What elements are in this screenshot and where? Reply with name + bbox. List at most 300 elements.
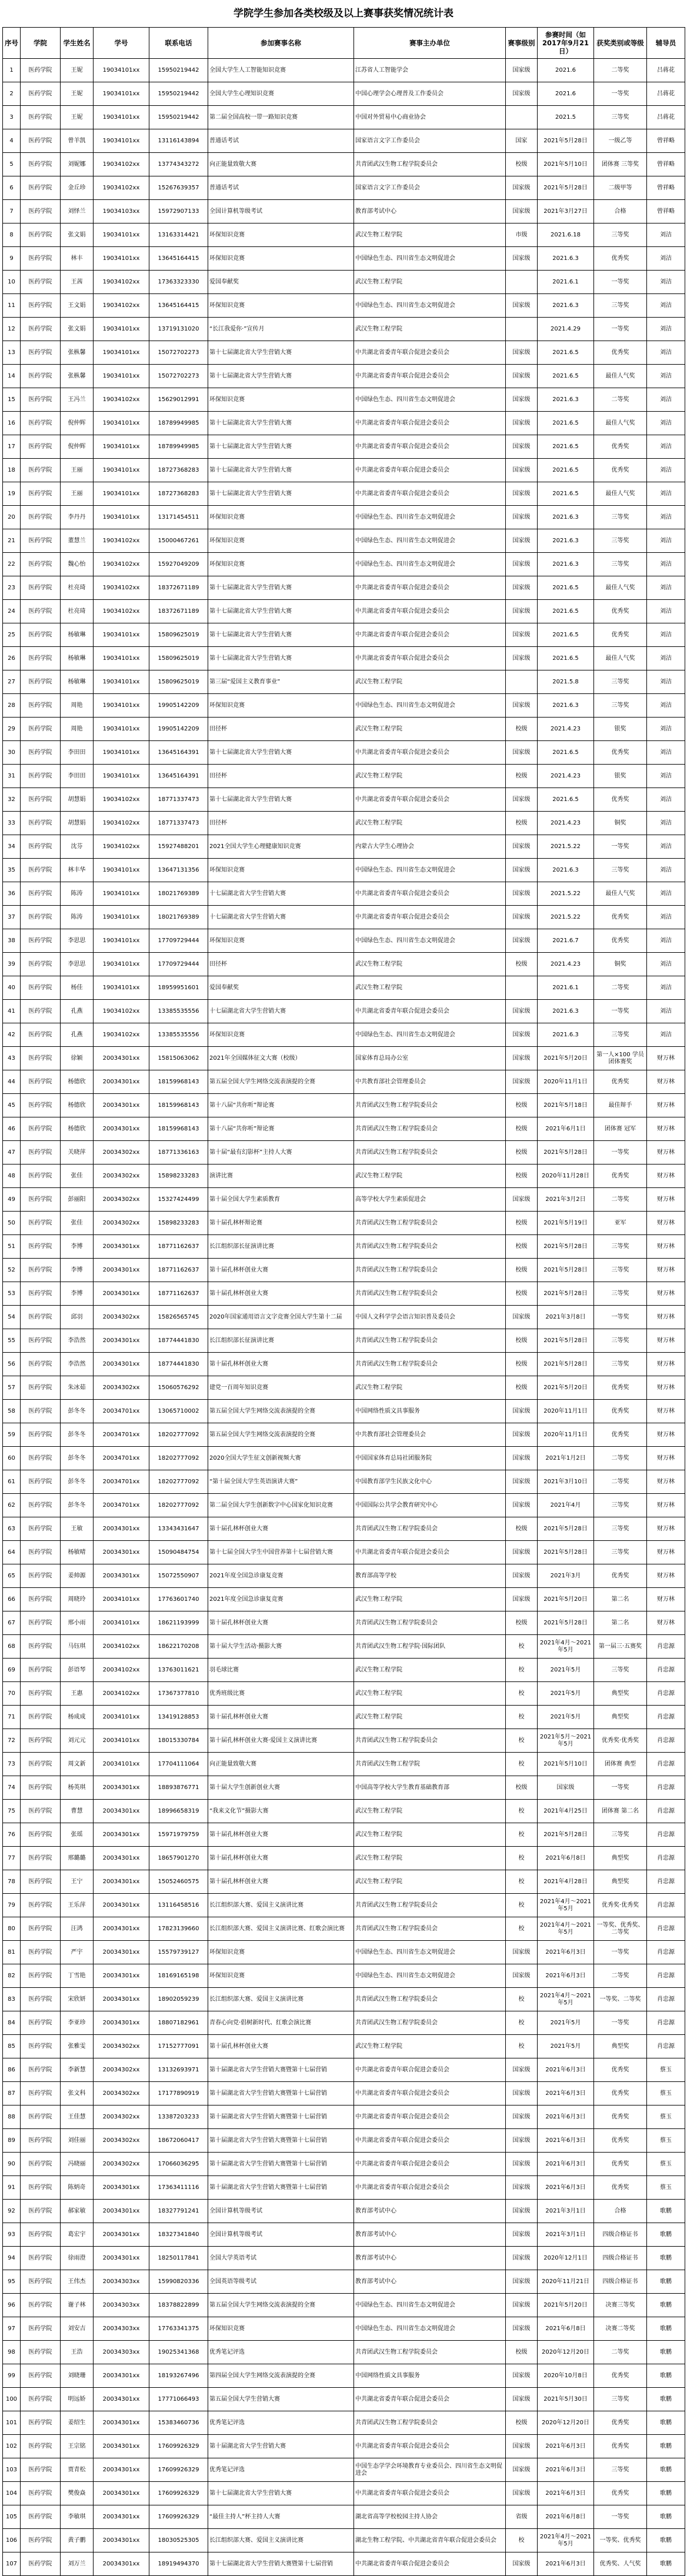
table-row (3, 506, 685, 529)
cell-counselor: 刘洁 (647, 506, 685, 529)
cell-index: 77 (3, 1847, 21, 1870)
col-header-date: 参赛时间（如 2017年9月21日） (538, 28, 594, 59)
cell-student-name: 谢子林 (61, 2294, 94, 2317)
cell-organizer: 中国对外贸易中心商业协会 (354, 106, 506, 129)
cell-college: 医药学院 (21, 2552, 61, 2576)
cell-index: 20 (3, 506, 21, 529)
cell-competition: 优秀班级比赛 (208, 1682, 354, 1706)
cell-college: 医药学院 (21, 1823, 61, 1847)
cell-phone: 15809625019 (149, 623, 208, 647)
cell-counselor: 财万林 (647, 1188, 685, 1212)
cell-counselor: 刘洁 (647, 318, 685, 341)
col-header-college: 学院 (21, 28, 61, 59)
cell-college: 医药学院 (21, 1776, 61, 1800)
cell-award: 典型奖 (594, 1870, 647, 1894)
cell-index: 90 (3, 2153, 21, 2176)
cell-phone: 17152777091 (149, 2035, 208, 2058)
cell-phone: 13387203233 (149, 2105, 208, 2129)
cell-award: 优秀奖 (594, 1423, 647, 1447)
cell-student-id: 20034701xx (94, 1447, 149, 1470)
cell-competition: 田径杯 (208, 765, 354, 788)
cell-counselor: 财万林 (647, 1470, 685, 1494)
cell-phone: 17763341375 (149, 2317, 208, 2341)
table-row (3, 1870, 685, 1894)
cell-competition: 第四届全国大学生网络交流表演提的全赛 (208, 2364, 354, 2388)
cell-organizer: 中共湖北省委青年联合促进会委员会 (354, 2176, 506, 2200)
cell-student-name: 邢小雨 (61, 1611, 94, 1635)
cell-student-id: 20034301xx (94, 1941, 149, 1964)
cell-level: 校级 (506, 953, 538, 976)
cell-competition: 2020全国大学生征文创新视频大赛 (208, 1447, 354, 1470)
cell-award: 团体赛 冠军 (594, 1117, 647, 1141)
cell-college: 医药学院 (21, 1917, 61, 1941)
cell-counselor: 财万林 (647, 1141, 685, 1164)
col-header-student-name: 学生姓名 (61, 28, 94, 59)
cell-student-id: 20034301xx (94, 1917, 149, 1941)
cell-date: 2021年6月8日 (538, 2317, 594, 2341)
cell-organizer: 武汉生物工程学院 (354, 718, 506, 741)
cell-index: 34 (3, 835, 21, 859)
cell-student-name: 彭冬冬 (61, 1494, 94, 1517)
cell-level: 校级 (506, 153, 538, 176)
cell-award: 三等奖 (594, 553, 647, 576)
cell-award: 三等奖 (594, 106, 647, 129)
cell-organizer: 中共湖北省委青年联合促进会委员会 (354, 2058, 506, 2082)
table-row (3, 835, 685, 859)
cell-award: 最佳人气奖 (594, 365, 647, 388)
cell-date: 2021年3月1日 (538, 2223, 594, 2247)
table-row (3, 859, 685, 882)
cell-college: 医药学院 (21, 1588, 61, 1611)
cell-index: 99 (3, 2364, 21, 2388)
cell-student-id: 20034301xx (94, 1823, 149, 1847)
cell-phone: 18159968143 (149, 1070, 208, 1094)
table-row (3, 2435, 685, 2458)
cell-award: 一等奖 (594, 835, 647, 859)
cell-organizer: 武汉生物工程学院 (354, 670, 506, 694)
cell-student-name: 宋欣妍 (61, 1988, 94, 2011)
table-row (3, 929, 685, 953)
cell-date: 2021年6月3日 (538, 2552, 594, 2576)
cell-organizer: 武汉生物工程学院 (354, 1659, 506, 1682)
cell-student-name: 王宗铭 (61, 2435, 94, 2458)
cell-college: 医药学院 (21, 2435, 61, 2458)
cell-level: 校 (506, 2035, 538, 2058)
table-row (3, 553, 685, 576)
cell-level: 国家级 (506, 2482, 538, 2505)
cell-level: 国家级 (506, 59, 538, 82)
cell-student-id: 19034101xx (94, 953, 149, 976)
cell-competition: 环保知识竞赛 (208, 1964, 354, 1988)
table-row (3, 176, 685, 200)
cell-phone: 13385535556 (149, 1000, 208, 1023)
cell-organizer: 共青团武汉生物工程学院委员会 (354, 1235, 506, 1259)
cell-level: 校级 (506, 1235, 538, 1259)
cell-student-id: 19034101xx (94, 647, 149, 670)
cell-date: 2021年5月28日 (538, 1353, 594, 1376)
cell-organizer: 共青团武汉生物工程学院委员会 (354, 1988, 506, 2011)
cell-college: 医药学院 (21, 2529, 61, 2552)
cell-student-name: 杨德欣 (61, 1117, 94, 1141)
cell-competition: 全国大学生心理知识竞赛 (208, 82, 354, 106)
table-row (3, 1306, 685, 1329)
cell-phone: 15052460575 (149, 1870, 208, 1894)
cell-competition: 第十七届湖北省大学生营销大赛 (208, 365, 354, 388)
table-row (3, 1564, 685, 1588)
cell-index: 83 (3, 1988, 21, 2011)
cell-organizer: 中国绿色生态、四川省生态文明促进会 (354, 1964, 506, 1988)
cell-counselor: 刘洁 (647, 553, 685, 576)
table-row (3, 1588, 685, 1611)
cell-phone: 15927488201 (149, 835, 208, 859)
cell-level: 校级 (506, 1376, 538, 1400)
cell-phone: 13419128853 (149, 1706, 208, 1729)
cell-competition: 第十届孔林杯创业大赛 (208, 1870, 354, 1894)
cell-counselor: 财万林 (647, 1259, 685, 1282)
cell-phone: 13171454511 (149, 506, 208, 529)
cell-date: 2021.5.22 (538, 882, 594, 906)
cell-organizer: 中共湖北省委青年联合促进会委员会 (354, 2105, 506, 2129)
cell-level: 国家级 (506, 553, 538, 576)
cell-college: 医药学院 (21, 2341, 61, 2364)
cell-date: 2021年3月2日 (538, 1188, 594, 1212)
cell-award: 合格 (594, 2200, 647, 2223)
cell-organizer: 中共湖北省委青年联合促进会委员会 (354, 2129, 506, 2153)
table-row (3, 2317, 685, 2341)
cell-student-name: 刘佳丽 (61, 2129, 94, 2153)
cell-college: 医药学院 (21, 718, 61, 741)
cell-counselor: 财万林 (647, 1306, 685, 1329)
table-row (3, 2364, 685, 2388)
cell-phone: 17609926329 (149, 2505, 208, 2529)
cell-student-id: 20034301xx (94, 1282, 149, 1306)
cell-college: 医药学院 (21, 1541, 61, 1564)
cell-counselor: 曾祥略 (647, 129, 685, 153)
cell-organizer: 中国绿色生态、四川省生态文明促进会 (354, 247, 506, 271)
cell-index: 3 (3, 106, 21, 129)
cell-organizer: 中国绿色生态、四川省生态文明促进会 (354, 294, 506, 318)
cell-counselor: 肖忠源 (647, 1988, 685, 2011)
cell-date: 2021.6.3 (538, 1023, 594, 1047)
cell-college: 医药学院 (21, 576, 61, 600)
cell-college: 医药学院 (21, 1988, 61, 2011)
cell-phone: 15972907133 (149, 200, 208, 223)
cell-organizer: 武汉生物工程学院 (354, 1706, 506, 1729)
cell-competition: 第十届湖北省大学生营销大赛暨第十七届营销 (208, 2176, 354, 2200)
cell-student-id: 19034101xx (94, 929, 149, 953)
cell-date: 2021年5月20日 (538, 1376, 594, 1400)
cell-student-id: 20034102xx (94, 1635, 149, 1659)
cell-index: 46 (3, 1117, 21, 1141)
cell-student-name: 张雅雯 (61, 2035, 94, 2058)
cell-date: 2021年3月8日 (538, 1306, 594, 1329)
cell-student-id: 20034301xx (94, 1329, 149, 1353)
cell-student-name: 李田田 (61, 741, 94, 765)
cell-competition: 向正能量致敬大赛 (208, 1753, 354, 1776)
cell-organizer: 共青团武汉生物工程学院 (354, 1753, 506, 1776)
table-row (3, 1894, 685, 1917)
cell-counselor: 财万林 (647, 1353, 685, 1376)
cell-organizer: 中共湖北省委青年联合促进会委员会 (354, 2082, 506, 2105)
cell-award: 第二名 (594, 1588, 647, 1611)
cell-award: 三等奖 (594, 1541, 647, 1564)
cell-organizer: 中共湖北省委青年联合促进会委员会 (354, 2153, 506, 2176)
cell-phone: 18015330784 (149, 1729, 208, 1753)
cell-index: 85 (3, 2035, 21, 2058)
cell-competition: 第十七届湖北省大学生营销大赛 (208, 435, 354, 459)
cell-competition: 第十七届湖北省大学生营销大赛 (208, 341, 354, 365)
cell-award: 优秀奖 (594, 2082, 647, 2105)
cell-counselor: 刘洁 (647, 482, 685, 506)
table-row (3, 1988, 685, 2011)
cell-index: 79 (3, 1894, 21, 1917)
cell-award: 优秀奖 (594, 2105, 647, 2129)
cell-college: 医药学院 (21, 318, 61, 341)
cell-index: 71 (3, 1706, 21, 1729)
cell-level: 校级 (506, 1282, 538, 1306)
cell-competition: 羽毛球比赛 (208, 1659, 354, 1682)
cell-organizer: 武汉生物工程学院 (354, 1376, 506, 1400)
cell-level: 国家级 (506, 82, 538, 106)
cell-college: 医药学院 (21, 2247, 61, 2270)
cell-counselor: 刘洁 (647, 529, 685, 553)
cell-date: 2021.4.23 (538, 812, 594, 835)
cell-date: 2021.6.5 (538, 365, 594, 388)
cell-award: 三等奖 (594, 1517, 647, 1541)
cell-date: 2021年5月30日 (538, 2388, 594, 2411)
cell-student-name: 彭冬冬 (61, 1447, 94, 1470)
cell-student-id: 19034102xx (94, 294, 149, 318)
cell-date: 2021.6.3 (538, 506, 594, 529)
cell-phone: 19025341368 (149, 2341, 208, 2364)
table-row (3, 1141, 685, 1164)
cell-counselor: 肖忠源 (647, 1823, 685, 1847)
cell-organizer: 中共湖北省委青年联合促进会委员会 (354, 741, 506, 765)
cell-student-id: 20034301xx (94, 1259, 149, 1282)
cell-student-id: 20034302xx (94, 2105, 149, 2129)
cell-award: 铜奖 (594, 953, 647, 976)
cell-counselor: 蔡玉 (647, 2129, 685, 2153)
cell-index: 50 (3, 1212, 21, 1235)
cell-organizer: 中共湖北省委青年联合促进会委员会 (354, 2482, 506, 2505)
cell-student-id: 20034301xx (94, 1800, 149, 1823)
cell-counselor: 歌鹏 (647, 2247, 685, 2270)
cell-student-id: 20034303xx (94, 2270, 149, 2294)
cell-organizer: 中共湖北省委青年联合促进会委员会 (354, 341, 506, 365)
cell-index: 21 (3, 529, 21, 553)
cell-college: 医药学院 (21, 1070, 61, 1094)
cell-award: 第一人×100 学员团体赛奖 (594, 1047, 647, 1070)
cell-counselor: 财万林 (647, 1564, 685, 1588)
cell-organizer: 中国绿色生态、四川省生态文明促进会 (354, 859, 506, 882)
cell-index: 41 (3, 1000, 21, 1023)
cell-counselor: 刘洁 (647, 459, 685, 482)
table-row (3, 365, 685, 388)
cell-phone: 17066036295 (149, 2153, 208, 2176)
cell-level (506, 271, 538, 294)
table-row (3, 694, 685, 718)
cell-college: 医药学院 (21, 1094, 61, 1117)
cell-level: 校 (506, 1800, 538, 1823)
cell-student-name: 刘元元 (61, 1729, 94, 1753)
cell-award: 一等奖 (594, 318, 647, 341)
table-row (3, 882, 685, 906)
cell-date: 2021.6.5 (538, 341, 594, 365)
cell-student-name: 张文科 (61, 2082, 94, 2105)
cell-student-name: 周艳 (61, 694, 94, 718)
cell-student-id: 20034301xx (94, 1353, 149, 1376)
table-row (3, 1353, 685, 1376)
cell-phone: 18789949985 (149, 412, 208, 435)
cell-date: 2021.6.5 (538, 623, 594, 647)
cell-student-id: 19034101xx (94, 976, 149, 1000)
cell-college: 医药学院 (21, 129, 61, 153)
cell-student-id: 20034301xx (94, 1235, 149, 1259)
cell-organizer: 中共湖北省委青年联合促进会委员会 (354, 882, 506, 906)
cell-level: 校级 (506, 1329, 538, 1353)
cell-level: 校级 (506, 2341, 538, 2364)
cell-student-name: 王惠 (61, 1682, 94, 1706)
cell-college: 医药学院 (21, 247, 61, 271)
cell-competition: 环保知识竞赛 (208, 294, 354, 318)
cell-date: 2021.6.5 (538, 741, 594, 765)
cell-index: 100 (3, 2388, 21, 2411)
table-row (3, 600, 685, 623)
cell-organizer: 中共湖北省委青年联合促进会委员会 (354, 459, 506, 482)
cell-date: 2021年5月20日 (538, 1588, 594, 1611)
cell-competition: “最佳主持人”杯主持人大赛 (208, 2505, 354, 2529)
cell-college: 医药学院 (21, 2176, 61, 2200)
cell-college: 医药学院 (21, 976, 61, 1000)
cell-student-name: 杨德欣 (61, 1094, 94, 1117)
cell-date: 2021年6月3日 (538, 2058, 594, 2082)
cell-organizer: 武汉生物工程学院 (354, 1588, 506, 1611)
cell-phone: 13647131356 (149, 859, 208, 882)
cell-index: 74 (3, 1776, 21, 1800)
cell-counselor: 刘洁 (647, 341, 685, 365)
table-row (3, 2341, 685, 2364)
cell-competition: 第十届孔林杯辩论赛 (208, 1212, 354, 1235)
cell-date: 2021年4月25日 (538, 1800, 594, 1823)
cell-college: 医药学院 (21, 600, 61, 623)
cell-index: 32 (3, 788, 21, 812)
cell-level: 国家级 (506, 1070, 538, 1094)
cell-phone: 17609926329 (149, 2482, 208, 2505)
cell-student-name: 李丹丹 (61, 506, 94, 529)
cell-date: 2021.6.5 (538, 788, 594, 812)
cell-award: 优秀奖 (594, 2435, 647, 2458)
cell-college: 医药学院 (21, 506, 61, 529)
cell-phone: 13645164415 (149, 294, 208, 318)
cell-phone: 18372671189 (149, 600, 208, 623)
cell-student-id: 19034101xx (94, 859, 149, 882)
cell-level: 国家级 (506, 623, 538, 647)
table-row (3, 2035, 685, 2058)
cell-counselor: 刘洁 (647, 365, 685, 388)
cell-index: 107 (3, 2552, 21, 2576)
cell-counselor: 蔡玉 (647, 2176, 685, 2200)
cell-student-id: 19034101xx (94, 482, 149, 506)
cell-student-name: 曹慧 (61, 1800, 94, 1823)
cell-index: 63 (3, 1517, 21, 1541)
cell-date: 2021.6.3 (538, 388, 594, 412)
cell-student-name: 董慧兰 (61, 529, 94, 553)
cell-phone: 18774441830 (149, 1329, 208, 1353)
cell-phone: 18202777092 (149, 1470, 208, 1494)
cell-award: 最佳人气奖 (594, 882, 647, 906)
cell-level: 校 (506, 1847, 538, 1870)
cell-student-id: 20034302xx (94, 2153, 149, 2176)
cell-student-name: 胡慧娟 (61, 812, 94, 835)
cell-college: 医药学院 (21, 2270, 61, 2294)
cell-date: 2021年6月3日 (538, 1964, 594, 1988)
cell-level: 国家级 (506, 859, 538, 882)
cell-index: 39 (3, 953, 21, 976)
cell-student-id: 19034103xx (94, 200, 149, 223)
cell-organizer: 教育部考试中心 (354, 2270, 506, 2294)
table-row (3, 2105, 685, 2129)
cell-competition: 第十八届“共你听”辩论赛 (208, 1117, 354, 1141)
cell-level: 国家级 (506, 1400, 538, 1423)
cell-award: 一等奖 (594, 1941, 647, 1964)
cell-college: 医药学院 (21, 906, 61, 929)
cell-award: 三等奖 (594, 1353, 647, 1376)
cell-college: 医药学院 (21, 1894, 61, 1917)
cell-award: 三等奖 (594, 694, 647, 718)
cell-organizer: 武汉生物工程学院 (354, 1800, 506, 1823)
cell-phone: 15950219442 (149, 59, 208, 82)
cell-phone: 18727368283 (149, 459, 208, 482)
cell-level: 校级 (506, 1517, 538, 1541)
cell-index: 81 (3, 1941, 21, 1964)
table-row (3, 812, 685, 835)
cell-student-id: 19034101xx (94, 906, 149, 929)
cell-student-id: 19034101xx (94, 459, 149, 482)
col-header-counselor: 辅导员 (647, 28, 685, 59)
table-row (3, 1729, 685, 1753)
cell-competition: 环保知识竞赛 (208, 2317, 354, 2341)
cell-level: 国家级 (506, 2388, 538, 2411)
cell-college: 医药学院 (21, 459, 61, 482)
cell-college: 医药学院 (21, 1423, 61, 1447)
cell-level: 校 (506, 1659, 538, 1682)
cell-student-name: 刘晓珊 (61, 2364, 94, 2388)
cell-organizer: 共青团武汉生物工程学院·国际团队 (354, 1635, 506, 1659)
cell-award: 一等奖 (594, 82, 647, 106)
cell-student-name: 张文娟 (61, 223, 94, 247)
cell-student-id: 19034101xx (94, 718, 149, 741)
cell-date: 2021.6.3 (538, 553, 594, 576)
cell-index: 106 (3, 2529, 21, 2552)
cell-counselor: 歌鹏 (647, 2200, 685, 2223)
table-row (3, 2482, 685, 2505)
cell-counselor: 刘洁 (647, 435, 685, 459)
cell-award: 合格 (594, 200, 647, 223)
table-row (3, 1094, 685, 1117)
cell-student-name: 杨德欣 (61, 1070, 94, 1094)
table-row (3, 1823, 685, 1847)
cell-student-id: 20034102xx (94, 1682, 149, 1706)
cell-index: 94 (3, 2247, 21, 2270)
cell-student-name: 王敏 (61, 1517, 94, 1541)
cell-phone: 18202777092 (149, 1447, 208, 1470)
cell-student-id: 19034101xx (94, 223, 149, 247)
cell-phone: 15000467261 (149, 529, 208, 553)
cell-student-id: 20034301xx (94, 1094, 149, 1117)
cell-date: 2021年5月 (538, 1659, 594, 1682)
cell-student-name: 李亚珍 (61, 2011, 94, 2035)
cell-student-id: 19034102xx (94, 576, 149, 600)
